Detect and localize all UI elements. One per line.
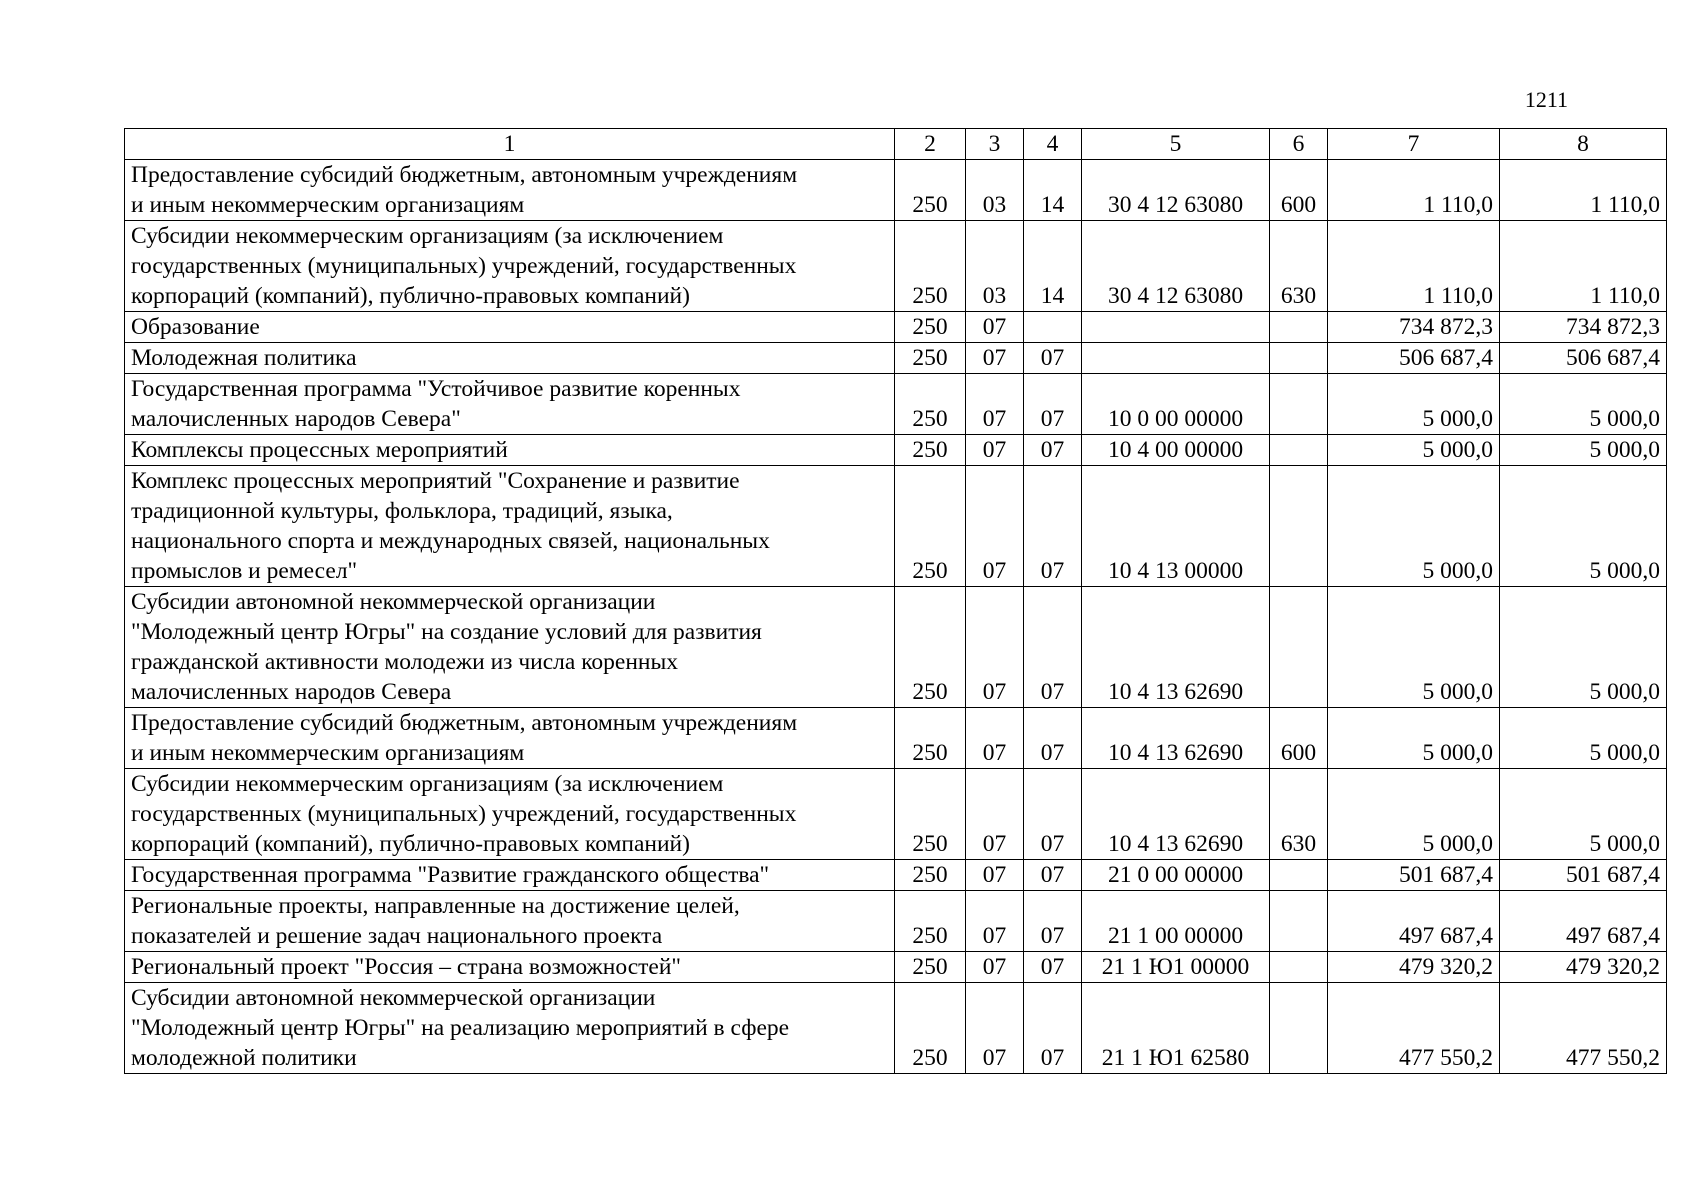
row-col5-cell [1082, 312, 1270, 343]
row-col2-cell: 250 [895, 374, 966, 435]
row-col4-cell: 07 [1024, 343, 1082, 374]
row-col6-cell [1270, 983, 1328, 1074]
row-col7-cell: 501 687,4 [1328, 860, 1500, 891]
row-col7-cell: 734 872,3 [1328, 312, 1500, 343]
row-col5-cell: 21 0 00 00000 [1082, 860, 1270, 891]
row-col3-cell: 07 [966, 769, 1024, 860]
header-row [125, 129, 1667, 160]
row-col5-cell: 10 0 00 00000 [1082, 374, 1270, 435]
row-col8-cell: 5 000,0 [1500, 587, 1667, 708]
row-col2-cell: 250 [895, 221, 966, 312]
row-name-cell: Государственная программа "Устойчивое развитие коренных малочисленных народов Севера" [125, 374, 895, 435]
row-col7-cell: 1 110,0 [1328, 160, 1500, 221]
row-col3-cell: 07 [966, 891, 1024, 952]
row-name-cell: Предоставление субсидий бюджетным, автономным учреждениям и иным некоммерческим организациям [125, 160, 895, 221]
row-col3-cell: 07 [966, 435, 1024, 466]
table-row [125, 435, 1667, 466]
row-name-cell: Комплекс процессных мероприятий "Сохранение и развитие традиционной культуры, фольклора, традиций, языка, национального спорта и международных связей, национальных промыслов и ремесел" [125, 466, 895, 587]
row-col6-cell [1270, 466, 1328, 587]
row-col5-cell: 10 4 13 62690 [1082, 587, 1270, 708]
row-col5-cell [1082, 343, 1270, 374]
row-col8-cell: 5 000,0 [1500, 708, 1667, 769]
column-header-8: 8 [1500, 129, 1667, 160]
row-col7-cell: 5 000,0 [1328, 708, 1500, 769]
row-col5-cell: 21 1 Ю1 00000 [1082, 952, 1270, 983]
row-col2-cell: 250 [895, 952, 966, 983]
row-col3-cell: 07 [966, 952, 1024, 983]
row-col7-cell: 1 110,0 [1328, 221, 1500, 312]
row-col3-cell: 07 [966, 374, 1024, 435]
row-col4-cell: 07 [1024, 708, 1082, 769]
budget-table [124, 128, 1667, 1074]
row-col5-cell: 10 4 13 62690 [1082, 769, 1270, 860]
table-row [125, 860, 1667, 891]
row-col6-cell [1270, 343, 1328, 374]
row-col5-cell: 30 4 12 63080 [1082, 160, 1270, 221]
row-col4-cell: 07 [1024, 435, 1082, 466]
row-name-cell: Субсидии некоммерческим организациям (за исключением государственных (муниципальных) учреждений, государственных корпораций (компаний), публично-правовых компаний) [125, 221, 895, 312]
row-col4-cell: 07 [1024, 860, 1082, 891]
column-header-6: 6 [1270, 129, 1328, 160]
row-col3-cell: 07 [966, 343, 1024, 374]
row-col6-cell: 600 [1270, 160, 1328, 221]
row-col4-cell: 07 [1024, 374, 1082, 435]
row-col2-cell: 250 [895, 983, 966, 1074]
row-col3-cell: 07 [966, 708, 1024, 769]
row-col5-cell: 30 4 12 63080 [1082, 221, 1270, 312]
row-col5-cell: 10 4 00 00000 [1082, 435, 1270, 466]
table-row [125, 952, 1667, 983]
row-col6-cell [1270, 952, 1328, 983]
row-col2-cell: 250 [895, 312, 966, 343]
row-name-cell: Субсидии автономной некоммерческой организации "Молодежный центр Югры" на реализацию мероприятий в сфере молодежной политики [125, 983, 895, 1074]
row-col3-cell: 03 [966, 160, 1024, 221]
row-col4-cell: 07 [1024, 587, 1082, 708]
column-header-5: 5 [1082, 129, 1270, 160]
row-col2-cell: 250 [895, 708, 966, 769]
row-col6-cell [1270, 374, 1328, 435]
row-col3-cell: 07 [966, 312, 1024, 343]
row-col2-cell: 250 [895, 466, 966, 587]
row-col3-cell: 03 [966, 221, 1024, 312]
row-col2-cell: 250 [895, 160, 966, 221]
row-col5-cell: 21 1 Ю1 62580 [1082, 983, 1270, 1074]
row-col5-cell: 21 1 00 00000 [1082, 891, 1270, 952]
row-col3-cell: 07 [966, 860, 1024, 891]
table-row [125, 708, 1667, 769]
column-header-1: 1 [125, 129, 895, 160]
row-name-cell: Предоставление субсидий бюджетным, автономным учреждениям и иным некоммерческим организациям [125, 708, 895, 769]
row-col7-cell: 5 000,0 [1328, 769, 1500, 860]
table-body [125, 160, 1667, 1074]
table-row [125, 374, 1667, 435]
row-col8-cell: 5 000,0 [1500, 435, 1667, 466]
row-col5-cell: 10 4 13 62690 [1082, 708, 1270, 769]
row-col8-cell: 5 000,0 [1500, 466, 1667, 587]
table-row [125, 312, 1667, 343]
row-col8-cell: 501 687,4 [1500, 860, 1667, 891]
row-col8-cell: 497 687,4 [1500, 891, 1667, 952]
row-col7-cell: 497 687,4 [1328, 891, 1500, 952]
table-row [125, 983, 1667, 1074]
row-col6-cell: 600 [1270, 708, 1328, 769]
table-row [125, 891, 1667, 952]
row-col4-cell: 07 [1024, 466, 1082, 587]
row-col8-cell: 5 000,0 [1500, 769, 1667, 860]
row-col7-cell: 479 320,2 [1328, 952, 1500, 983]
row-col8-cell: 479 320,2 [1500, 952, 1667, 983]
table-row [125, 343, 1667, 374]
table-row [125, 466, 1667, 587]
column-header-3: 3 [966, 129, 1024, 160]
row-col2-cell: 250 [895, 860, 966, 891]
row-col4-cell: 14 [1024, 160, 1082, 221]
column-header-7: 7 [1328, 129, 1500, 160]
row-col2-cell: 250 [895, 769, 966, 860]
row-col7-cell: 5 000,0 [1328, 374, 1500, 435]
table-row [125, 160, 1667, 221]
row-col3-cell: 07 [966, 983, 1024, 1074]
row-col6-cell: 630 [1270, 769, 1328, 860]
row-name-cell: Субсидии некоммерческим организациям (за исключением государственных (муниципальных) учреждений, государственных корпораций (компаний), публично-правовых компаний) [125, 769, 895, 860]
row-name-cell: Региональный проект "Россия – страна возможностей" [125, 952, 895, 983]
row-col7-cell: 5 000,0 [1328, 466, 1500, 587]
row-name-cell: Государственная программа "Развитие гражданского общества" [125, 860, 895, 891]
row-col4-cell: 07 [1024, 952, 1082, 983]
row-name-cell: Молодежная политика [125, 343, 895, 374]
row-col8-cell: 734 872,3 [1500, 312, 1667, 343]
row-col2-cell: 250 [895, 343, 966, 374]
row-col2-cell: 250 [895, 435, 966, 466]
table-row [125, 769, 1667, 860]
row-col7-cell: 477 550,2 [1328, 983, 1500, 1074]
row-col6-cell [1270, 435, 1328, 466]
row-col3-cell: 07 [966, 587, 1024, 708]
row-col8-cell: 506 687,4 [1500, 343, 1667, 374]
row-col2-cell: 250 [895, 891, 966, 952]
table-row [125, 587, 1667, 708]
row-col5-cell: 10 4 13 00000 [1082, 466, 1270, 587]
row-col2-cell: 250 [895, 587, 966, 708]
row-col6-cell: 630 [1270, 221, 1328, 312]
row-col8-cell: 1 110,0 [1500, 221, 1667, 312]
row-col6-cell [1270, 587, 1328, 708]
table-row [125, 221, 1667, 312]
row-name-cell: Региональные проекты, направленные на достижение целей, показателей и решение задач национального проекта [125, 891, 895, 952]
row-col8-cell: 5 000,0 [1500, 374, 1667, 435]
page-number: 1211 [1524, 87, 1568, 112]
row-name-cell: Комплексы процессных мероприятий [125, 435, 895, 466]
row-col4-cell: 07 [1024, 891, 1082, 952]
row-col4-cell: 07 [1024, 769, 1082, 860]
row-col7-cell: 5 000,0 [1328, 435, 1500, 466]
row-col7-cell: 506 687,4 [1328, 343, 1500, 374]
row-col3-cell: 07 [966, 466, 1024, 587]
row-col7-cell: 5 000,0 [1328, 587, 1500, 708]
row-name-cell: Образование [125, 312, 895, 343]
row-col6-cell [1270, 860, 1328, 891]
row-name-cell: Субсидии автономной некоммерческой организации "Молодежный центр Югры" на создание условий для развития гражданской активности молодежи из числа коренных малочисленных народов Севера [125, 587, 895, 708]
column-header-2: 2 [895, 129, 966, 160]
row-col6-cell [1270, 891, 1328, 952]
row-col8-cell: 477 550,2 [1500, 983, 1667, 1074]
column-header-4: 4 [1024, 129, 1082, 160]
row-col8-cell: 1 110,0 [1500, 160, 1667, 221]
row-col4-cell: 14 [1024, 221, 1082, 312]
row-col4-cell: 07 [1024, 983, 1082, 1074]
row-col6-cell [1270, 312, 1328, 343]
row-col4-cell [1024, 312, 1082, 343]
